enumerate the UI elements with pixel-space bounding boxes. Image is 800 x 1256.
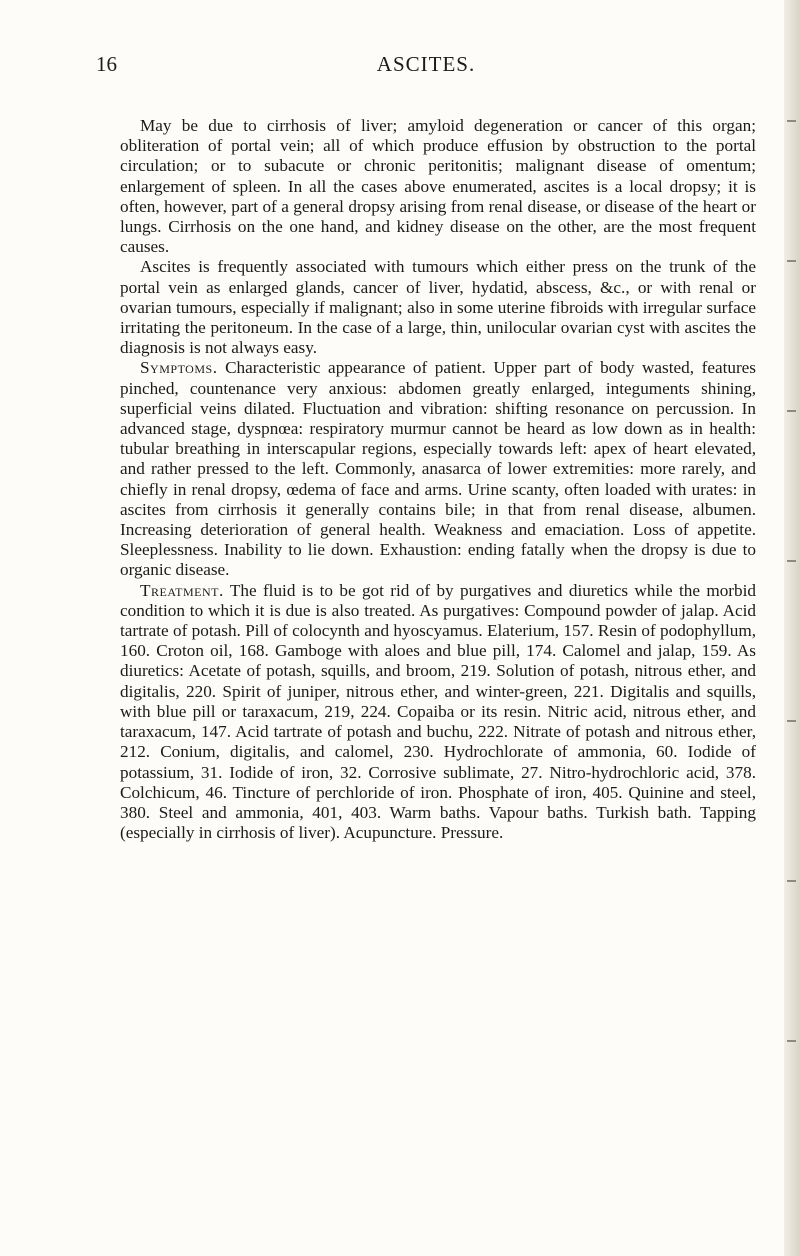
paragraph-text: Characteristic appearance of patient. Upper part of body wasted, features pinched, countenance very anxious: abdomen greatly enlarged, integuments shining, superficial veins dilated. Fluctuation and vibration: shifting resonance on percussion. In advanced stage, dyspnœa: respiratory murmur cannot be heard as low down as in health: tubular breathing in interscapular regions, especially towards left: apex of heart elevated, and rather pressed to the left. Commonly, anasarca of lower extremities: more rarely, and chiefly in renal dropsy, œdema of face and arms. Urine scanty, often loaded with urates: in ascites from cirrhosis it generally contains bile; in that from renal disease, albumen. Increasing deterioration of general health. Weakness and emaciation. Loss of appetite. Sleeplessness. Inability to lie down. Exhaustion: ending fatally when the dropsy is due to organic disease. xyxy=(120,358,756,580)
paragraph-text: Ascites is frequently associated with tumours which either press on the trunk of the portal vein as enlarged glands, cancer of liver, hydatid, abscess, &c., or with renal or ovarian tumours, especially if malignant; also in some uterine fibroids with irregular surface irritating the peritoneum. In the case of a large, thin, unilocular ovarian cyst with ascites the diagnosis is not always easy. xyxy=(120,257,756,358)
paragraph-causes xyxy=(120,116,756,257)
paragraph-symptoms xyxy=(120,358,756,580)
edge-mark xyxy=(787,560,796,562)
running-head: ASCITES. xyxy=(376,52,476,76)
paragraph-treatment xyxy=(120,581,756,844)
body-text xyxy=(120,116,756,843)
section-heading-treatment: Treatment. xyxy=(140,580,224,600)
section-heading-symptoms: Symptoms. xyxy=(140,358,218,378)
edge-mark xyxy=(787,120,796,122)
paragraph-text: May be due to cirrhosis of liver; amyloid degeneration or cancer of this organ; obliteration of portal vein; all of which produce effusion by obstruction to the portal circulation; or to subacute or chronic peritonitis; malignant disease of omentum; enlargement of spleen. In all the cases above enumerated, ascites is a local dropsy; it is often, however, part of a general dropsy arising from renal disease, or disease of the heart or lungs. Cirrhosis on the one hand, and kidney disease on the other, are the most frequent causes. xyxy=(120,116,756,257)
edge-mark xyxy=(787,720,796,722)
paragraph-text: The fluid is to be got rid of by purgatives and diuretics while the morbid condition to which it is due is also treated. As purgatives: Compound powder of jalap. Acid tartrate of potash. Pill of colocynth and hyoscyamus. Elaterium, 157. Resin of podophyllum, 160. Croton oil, 168. Gamboge with aloes and blue pill, 174. Calomel and jalap, 159. As diuretics: Acetate of potash, squills, and broom, 219. Solution of potash, nitrous ether, and digitalis, 220. Spirit of juniper, nitrous ether, and winter-green, 221. Digitalis and squills, with blue pill or taraxacum, 219, 224. Copaiba or its resin. Nitric acid, nitrous ether, and taraxacum, 147. Acid tartrate of potash and buchu, 222. Nitrate of potash and nitrous ether, 212. Conium, digitalis, and calomel, 230. Hydrochlorate of ammonia, 60. Iodide of potassium, 31. Iodide of iron, 32. Corrosive sublimate, 27. Nitro-hydrochloric acid, 378. Colchicum, 46. Tincture of perchloride of iron. Phosphate of iron, 405. Quinine and steel, 380. Steel and ammonia, 401, 403. Warm baths. Vapour baths. Turkish bath. Tapping (especially in cirrhosis of liver). Acupuncture. Pressure. xyxy=(120,580,756,843)
adjacent-page-edge xyxy=(784,0,800,1256)
edge-mark xyxy=(787,880,796,882)
edge-mark xyxy=(787,1040,796,1042)
page-number: 16 xyxy=(96,52,117,76)
edge-mark xyxy=(787,410,796,412)
page-header xyxy=(96,52,756,82)
edge-mark xyxy=(787,260,796,262)
paragraph-tumours xyxy=(120,257,756,358)
